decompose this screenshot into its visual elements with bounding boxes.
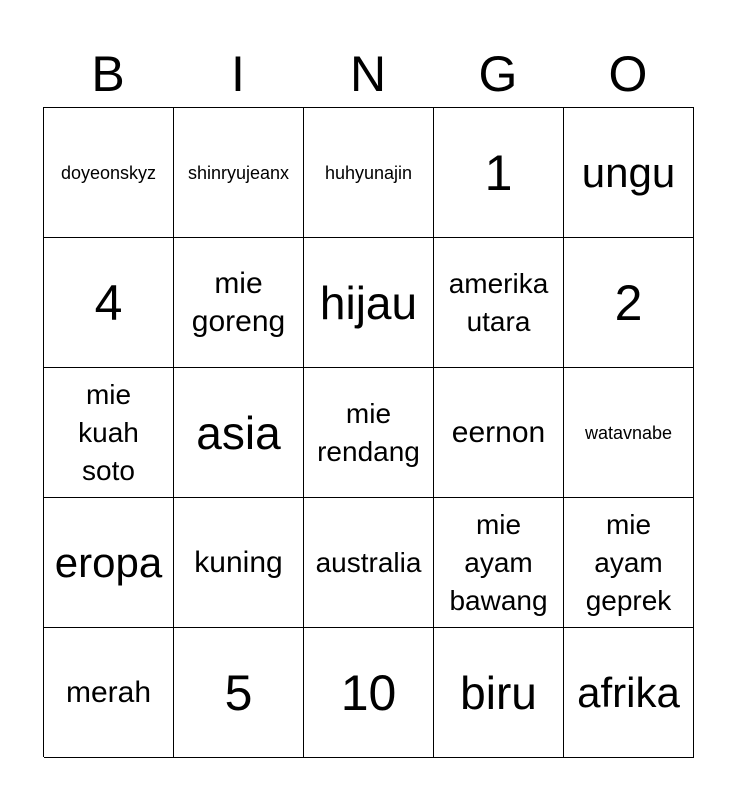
bingo-cell[interactable]	[174, 108, 304, 238]
bingo-cell[interactable]	[564, 238, 694, 368]
bingo-cell[interactable]	[564, 108, 694, 238]
bingo-cell[interactable]	[174, 368, 304, 498]
bingo-cell[interactable]	[44, 238, 174, 368]
header-letter-b: B	[91, 46, 125, 102]
bingo-cell[interactable]	[174, 238, 304, 368]
cell-text: ungu	[581, 148, 676, 196]
bingo-header	[43, 40, 693, 108]
bingo-cell[interactable]	[564, 368, 694, 498]
cell-text: eernon	[451, 415, 546, 449]
bingo-cell[interactable]	[304, 368, 434, 498]
cell-text: mie ayam geprek	[585, 508, 672, 616]
bingo-cell[interactable]	[434, 628, 564, 758]
cell-text: amerika utara	[448, 267, 549, 337]
cell-text: doyeonskyz	[60, 162, 157, 183]
cell-text: 1	[484, 144, 513, 201]
header-letter-g: G	[478, 46, 518, 102]
cell-text: afrika	[577, 668, 680, 716]
cell-text: watavnabe	[584, 422, 673, 443]
cell-text: 10	[340, 664, 397, 721]
cell-text: 5	[224, 664, 253, 721]
bingo-cell[interactable]	[564, 628, 694, 758]
bingo-cell[interactable]	[44, 108, 174, 238]
cell-text: merah	[65, 675, 152, 709]
bingo-cell[interactable]	[44, 628, 174, 758]
bingo-cell[interactable]	[304, 628, 434, 758]
bingo-cell[interactable]	[44, 368, 174, 498]
cell-text: kuning	[194, 545, 283, 579]
bingo-cell[interactable]	[304, 498, 434, 628]
bingo-cell[interactable]	[434, 238, 564, 368]
cell-text: mie ayam bawang	[449, 508, 548, 616]
header-letter-n: N	[349, 46, 387, 102]
cell-text: shinryujeanx	[187, 162, 290, 183]
cell-text: mie kuah soto	[78, 378, 139, 486]
cell-text: mie goreng	[191, 266, 286, 338]
bingo-cell[interactable]	[174, 498, 304, 628]
cell-text: huhyunajin	[324, 162, 413, 183]
header-letter-i: I	[231, 46, 245, 102]
cell-text: biru	[460, 666, 537, 719]
cell-text: mie rendang	[317, 397, 420, 467]
cell-text: australia	[315, 546, 422, 578]
bingo-grid	[43, 107, 694, 757]
cell-text: asia	[196, 406, 281, 459]
header-letter-o: O	[608, 46, 648, 102]
bingo-cell[interactable]	[434, 368, 564, 498]
bingo-cell[interactable]	[434, 498, 564, 628]
bingo-cell[interactable]	[44, 498, 174, 628]
cell-text: 2	[614, 274, 643, 331]
cell-text: 4	[94, 274, 123, 331]
bingo-cell[interactable]	[304, 108, 434, 238]
bingo-cell[interactable]	[564, 498, 694, 628]
cell-text: eropa	[54, 538, 163, 586]
bingo-cell[interactable]	[304, 238, 434, 368]
cell-text: hijau	[319, 276, 418, 329]
bingo-cell[interactable]	[434, 108, 564, 238]
bingo-cell[interactable]	[174, 628, 304, 758]
